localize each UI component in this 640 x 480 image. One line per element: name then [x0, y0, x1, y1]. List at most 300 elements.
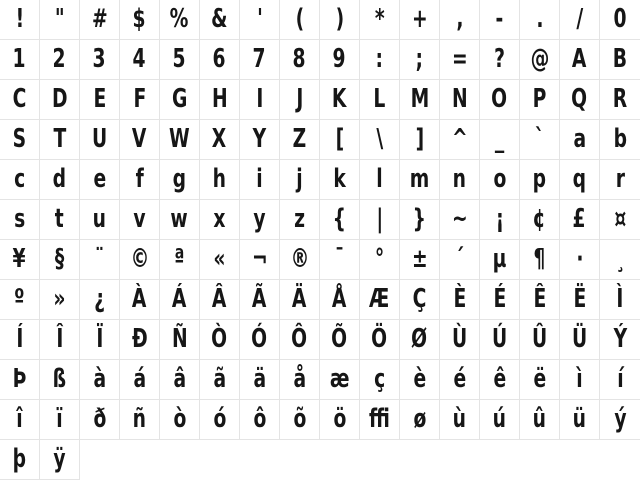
glyph-char: )	[335, 4, 344, 34]
glyph-cell[interactable]	[600, 160, 640, 200]
glyph-cell[interactable]	[560, 120, 600, 160]
glyph-cell[interactable]	[160, 360, 200, 400]
glyph-cell[interactable]	[600, 80, 640, 120]
glyph-cell[interactable]	[280, 0, 320, 40]
glyph-cell[interactable]	[0, 40, 40, 80]
glyph-cell[interactable]	[520, 400, 560, 440]
glyph-cell[interactable]	[520, 280, 560, 320]
glyph-char: %	[170, 4, 189, 34]
glyph-cell[interactable]	[0, 440, 40, 480]
glyph-cell[interactable]	[120, 400, 160, 440]
glyph-cell[interactable]	[200, 200, 240, 240]
empty-cell	[240, 440, 280, 480]
glyph-char: æ	[329, 364, 350, 394]
glyph-cell[interactable]	[40, 120, 80, 160]
glyph-char: 6	[212, 44, 227, 74]
glyph-char: é	[453, 364, 466, 394]
glyph-cell[interactable]	[80, 240, 120, 280]
glyph-char: O	[491, 84, 508, 114]
glyph-cell[interactable]	[40, 160, 80, 200]
glyph-char: u	[92, 204, 107, 234]
glyph-char: /	[576, 4, 583, 34]
glyph-char: K	[332, 84, 347, 114]
glyph-char: ð	[93, 404, 106, 434]
glyph-cell[interactable]	[360, 280, 400, 320]
glyph-cell[interactable]	[160, 400, 200, 440]
glyph-char: ë	[533, 364, 546, 394]
glyph-char: Ö	[371, 324, 388, 354]
glyph-char: Ð	[131, 324, 148, 354]
glyph-cell[interactable]	[440, 0, 480, 40]
glyph-cell[interactable]	[600, 0, 640, 40]
glyph-cell[interactable]	[200, 360, 240, 400]
glyph-cell[interactable]	[480, 240, 520, 280]
glyph-char: G	[171, 84, 188, 114]
glyph-char: =	[451, 44, 468, 74]
glyph-cell[interactable]	[320, 0, 360, 40]
glyph-cell[interactable]	[40, 40, 80, 80]
glyph-cell[interactable]	[400, 160, 440, 200]
glyph-cell[interactable]	[240, 40, 280, 80]
glyph-char: ê	[493, 364, 506, 394]
glyph-cell[interactable]	[80, 40, 120, 80]
glyph-char: 7	[252, 44, 267, 74]
glyph-char: È	[453, 284, 466, 314]
glyph-cell[interactable]	[320, 120, 360, 160]
glyph-cell[interactable]	[200, 40, 240, 80]
glyph-cell[interactable]	[120, 360, 160, 400]
glyph-cell[interactable]	[240, 240, 280, 280]
glyph-char: â	[173, 364, 186, 394]
glyph-cell[interactable]	[600, 360, 640, 400]
glyph-cell[interactable]	[80, 120, 120, 160]
glyph-char: m	[409, 164, 430, 194]
glyph-cell[interactable]	[280, 320, 320, 360]
glyph-char: [	[335, 124, 344, 154]
empty-cell	[480, 440, 520, 480]
glyph-cell[interactable]	[520, 160, 560, 200]
glyph-char: ª	[174, 244, 185, 274]
glyph-cell[interactable]	[600, 120, 640, 160]
glyph-cell[interactable]	[40, 360, 80, 400]
glyph-cell[interactable]	[440, 40, 480, 80]
glyph-cell[interactable]	[520, 0, 560, 40]
glyph-cell[interactable]	[160, 80, 200, 120]
glyph-cell[interactable]	[40, 0, 80, 40]
glyph-cell[interactable]	[480, 0, 520, 40]
glyph-cell[interactable]	[280, 160, 320, 200]
empty-cell	[200, 440, 240, 480]
glyph-char: ò	[173, 404, 186, 434]
glyph-char: S	[12, 124, 27, 154]
glyph-char: +	[411, 4, 428, 34]
glyph-char: Ü	[571, 324, 588, 354]
glyph-cell[interactable]	[160, 200, 200, 240]
glyph-char: 5	[172, 44, 187, 74]
glyph-char: C	[12, 84, 27, 114]
glyph-cell[interactable]	[320, 320, 360, 360]
glyph-cell[interactable]	[240, 320, 280, 360]
glyph-char: ä	[253, 364, 266, 394]
glyph-cell[interactable]	[160, 240, 200, 280]
glyph-cell[interactable]	[360, 360, 400, 400]
glyph-cell[interactable]	[240, 160, 280, 200]
glyph-char: Ì	[616, 284, 624, 314]
glyph-char: R	[612, 84, 628, 114]
glyph-char: Î	[56, 324, 63, 354]
glyph-cell[interactable]	[440, 160, 480, 200]
glyph-char: e	[93, 164, 106, 194]
glyph-cell[interactable]	[400, 0, 440, 40]
glyph-cell[interactable]	[80, 0, 120, 40]
glyph-cell[interactable]	[600, 240, 640, 280]
glyph-char: P	[532, 84, 547, 114]
glyph-cell[interactable]	[120, 40, 160, 80]
glyph-cell[interactable]	[120, 240, 160, 280]
glyph-char: (	[295, 4, 304, 34]
glyph-cell[interactable]	[40, 320, 80, 360]
glyph-char: 9	[332, 44, 347, 74]
glyph-char: x	[213, 204, 226, 234]
glyph-cell[interactable]	[0, 0, 40, 40]
empty-cell	[320, 440, 360, 480]
glyph-char: !	[15, 4, 24, 34]
glyph-char: þ	[12, 444, 27, 474]
glyph-char: ﬃ	[369, 404, 390, 434]
glyph-char: ·	[575, 244, 584, 274]
empty-cell	[360, 440, 400, 480]
glyph-cell[interactable]	[160, 0, 200, 40]
glyph-cell[interactable]	[80, 200, 120, 240]
glyph-cell[interactable]	[440, 120, 480, 160]
glyph-cell[interactable]	[400, 200, 440, 240]
glyph-char: |	[376, 204, 383, 234]
glyph-char: M	[410, 84, 429, 114]
glyph-cell[interactable]	[360, 120, 400, 160]
glyph-cell[interactable]	[0, 400, 40, 440]
glyph-cell[interactable]	[40, 440, 80, 480]
glyph-cell[interactable]	[520, 240, 560, 280]
glyph-cell[interactable]	[520, 360, 560, 400]
glyph-cell[interactable]	[280, 120, 320, 160]
glyph-cell[interactable]	[480, 160, 520, 200]
glyph-char: Õ	[331, 324, 348, 354]
glyph-cell[interactable]	[280, 280, 320, 320]
glyph-char: t	[55, 204, 64, 234]
glyph-cell[interactable]	[400, 120, 440, 160]
glyph-cell[interactable]	[320, 240, 360, 280]
glyph-char: ¶	[533, 244, 546, 274]
glyph-cell[interactable]	[160, 40, 200, 80]
glyph-cell[interactable]	[280, 360, 320, 400]
glyph-char: ì	[576, 364, 583, 394]
glyph-char: s	[13, 204, 26, 234]
empty-cell	[160, 440, 200, 480]
glyph-cell[interactable]	[560, 280, 600, 320]
glyph-cell[interactable]	[560, 240, 600, 280]
glyph-char: Ã	[252, 284, 267, 314]
glyph-cell[interactable]	[600, 320, 640, 360]
glyph-cell[interactable]	[360, 40, 400, 80]
glyph-cell[interactable]	[360, 320, 400, 360]
glyph-cell[interactable]	[0, 200, 40, 240]
glyph-char: k	[333, 164, 346, 194]
glyph-char: ÿ	[53, 444, 66, 474]
glyph-char: a	[573, 124, 586, 154]
glyph-char: Y	[252, 124, 267, 154]
glyph-cell[interactable]	[0, 160, 40, 200]
glyph-cell[interactable]	[200, 280, 240, 320]
glyph-cell[interactable]	[0, 360, 40, 400]
glyph-cell[interactable]	[600, 280, 640, 320]
glyph-cell[interactable]	[560, 160, 600, 200]
glyph-cell[interactable]	[160, 120, 200, 160]
glyph-char: ¯	[334, 244, 345, 274]
glyph-char: N	[451, 84, 468, 114]
glyph-cell[interactable]	[400, 280, 440, 320]
glyph-char: .	[535, 4, 544, 34]
glyph-char: i	[256, 164, 263, 194]
glyph-cell[interactable]	[280, 400, 320, 440]
glyph-cell[interactable]	[560, 40, 600, 80]
glyph-cell[interactable]	[280, 80, 320, 120]
glyph-char: ø	[413, 404, 426, 434]
glyph-char: r	[615, 164, 625, 194]
glyph-cell[interactable]	[600, 400, 640, 440]
glyph-cell[interactable]	[520, 40, 560, 80]
glyph-cell[interactable]	[80, 320, 120, 360]
glyph-char: *	[374, 4, 385, 34]
glyph-cell[interactable]	[480, 320, 520, 360]
glyph-char: §	[54, 244, 65, 274]
glyph-cell[interactable]	[560, 360, 600, 400]
glyph-char: y	[253, 204, 266, 234]
glyph-cell[interactable]	[240, 360, 280, 400]
glyph-cell[interactable]	[200, 0, 240, 40]
glyph-cell[interactable]	[560, 200, 600, 240]
glyph-char: ß	[52, 364, 67, 394]
glyph-char: Q	[571, 84, 588, 114]
glyph-char: ©	[130, 244, 149, 274]
glyph-char: ¢	[532, 204, 547, 234]
glyph-char: Ù	[451, 324, 468, 354]
glyph-char: q	[572, 164, 587, 194]
glyph-cell[interactable]	[360, 0, 400, 40]
glyph-cell[interactable]	[200, 400, 240, 440]
glyph-cell[interactable]	[400, 80, 440, 120]
glyph-cell[interactable]	[0, 120, 40, 160]
glyph-char: Ó	[251, 324, 268, 354]
glyph-cell[interactable]	[240, 0, 280, 40]
glyph-cell[interactable]	[80, 280, 120, 320]
glyph-cell[interactable]	[480, 400, 520, 440]
glyph-cell[interactable]	[440, 240, 480, 280]
glyph-cell[interactable]	[360, 160, 400, 200]
glyph-cell[interactable]	[40, 280, 80, 320]
glyph-cell[interactable]	[240, 80, 280, 120]
glyph-cell[interactable]	[320, 360, 360, 400]
glyph-char: ¤	[614, 204, 626, 234]
glyph-char: á	[133, 364, 146, 394]
glyph-cell[interactable]	[80, 400, 120, 440]
glyph-cell[interactable]	[440, 400, 480, 440]
glyph-cell[interactable]	[160, 320, 200, 360]
glyph-cell[interactable]	[400, 360, 440, 400]
glyph-cell[interactable]	[240, 400, 280, 440]
glyph-cell[interactable]	[600, 40, 640, 80]
glyph-char: à	[93, 364, 106, 394]
glyph-char: n	[452, 164, 467, 194]
glyph-cell[interactable]	[560, 400, 600, 440]
glyph-char: Å	[332, 284, 347, 314]
glyph-cell[interactable]	[320, 80, 360, 120]
glyph-cell[interactable]	[360, 80, 400, 120]
glyph-cell[interactable]	[40, 400, 80, 440]
glyph-char: Ý	[613, 324, 627, 354]
glyph-cell[interactable]	[400, 400, 440, 440]
glyph-char: ]	[415, 124, 424, 154]
glyph-cell[interactable]	[320, 280, 360, 320]
glyph-cell[interactable]	[40, 80, 80, 120]
glyph-char: {	[332, 204, 347, 234]
glyph-cell[interactable]	[280, 40, 320, 80]
glyph-cell[interactable]	[200, 240, 240, 280]
glyph-char: Ï	[96, 324, 103, 354]
glyph-cell[interactable]	[320, 160, 360, 200]
glyph-cell[interactable]	[80, 360, 120, 400]
glyph-char: å	[293, 364, 306, 394]
glyph-cell[interactable]	[200, 120, 240, 160]
glyph-char: ±	[411, 244, 428, 274]
glyph-cell[interactable]	[360, 200, 400, 240]
glyph-cell[interactable]	[120, 80, 160, 120]
glyph-cell[interactable]	[120, 200, 160, 240]
glyph-cell[interactable]	[0, 80, 40, 120]
glyph-char: »	[53, 284, 66, 314]
glyph-char: \	[376, 124, 383, 154]
glyph-cell[interactable]	[120, 280, 160, 320]
glyph-cell[interactable]	[320, 40, 360, 80]
glyph-cell[interactable]	[440, 280, 480, 320]
glyph-cell[interactable]	[520, 320, 560, 360]
glyph-cell[interactable]	[0, 280, 40, 320]
glyph-cell[interactable]	[200, 80, 240, 120]
glyph-char: ?	[494, 44, 505, 74]
glyph-cell[interactable]	[80, 80, 120, 120]
glyph-cell[interactable]	[480, 280, 520, 320]
glyph-char: V	[132, 124, 147, 154]
glyph-cell[interactable]	[320, 200, 360, 240]
glyph-cell[interactable]	[520, 80, 560, 120]
glyph-cell[interactable]	[200, 160, 240, 200]
glyph-cell[interactable]	[240, 200, 280, 240]
glyph-char: j	[296, 164, 303, 194]
empty-cell	[520, 440, 560, 480]
glyph-cell[interactable]	[480, 40, 520, 80]
glyph-cell[interactable]	[600, 200, 640, 240]
glyph-cell[interactable]	[560, 0, 600, 40]
glyph-char: Ò	[211, 324, 228, 354]
glyph-cell[interactable]	[120, 0, 160, 40]
glyph-char: 2	[52, 44, 67, 74]
glyph-cell[interactable]	[560, 80, 600, 120]
glyph-cell[interactable]	[360, 240, 400, 280]
glyph-cell[interactable]	[480, 80, 520, 120]
glyph-char: ü	[572, 404, 587, 434]
glyph-char: 0	[613, 4, 627, 34]
empty-cell	[440, 440, 480, 480]
glyph-cell[interactable]	[80, 160, 120, 200]
glyph-cell[interactable]	[40, 240, 80, 280]
glyph-cell[interactable]	[200, 320, 240, 360]
glyph-char: ´	[454, 244, 465, 274]
glyph-char: F	[133, 84, 146, 114]
glyph-char: Ñ	[171, 324, 188, 354]
glyph-cell[interactable]	[560, 320, 600, 360]
glyph-char: '	[256, 4, 263, 34]
glyph-cell[interactable]	[440, 320, 480, 360]
glyph-char: $	[132, 4, 147, 34]
glyph-char: ¸	[615, 244, 625, 274]
glyph-cell[interactable]	[240, 120, 280, 160]
glyph-cell[interactable]	[440, 80, 480, 120]
glyph-cell[interactable]	[360, 400, 400, 440]
glyph-char: #	[91, 4, 108, 34]
glyph-char: :	[375, 44, 384, 74]
glyph-cell[interactable]	[40, 200, 80, 240]
glyph-cell[interactable]	[400, 240, 440, 280]
glyph-cell[interactable]	[240, 280, 280, 320]
glyph-char: 4	[132, 44, 147, 74]
glyph-char: î	[16, 404, 23, 434]
glyph-cell[interactable]	[440, 200, 480, 240]
glyph-char: -	[495, 4, 504, 34]
glyph-cell[interactable]	[440, 360, 480, 400]
glyph-char: ~	[451, 204, 468, 234]
glyph-cell[interactable]	[120, 320, 160, 360]
glyph-char: É	[493, 284, 506, 314]
glyph-char: f	[135, 164, 144, 194]
glyph-cell[interactable]	[120, 160, 160, 200]
glyph-cell[interactable]	[480, 120, 520, 160]
glyph-char: ¥	[12, 244, 27, 274]
glyph-cell[interactable]	[0, 320, 40, 360]
glyph-char: z	[294, 204, 305, 234]
glyph-cell[interactable]	[480, 200, 520, 240]
glyph-char: ¡	[495, 204, 504, 234]
glyph-char: l	[376, 164, 383, 194]
glyph-cell[interactable]	[400, 320, 440, 360]
glyph-cell[interactable]	[280, 240, 320, 280]
glyph-char: õ	[293, 404, 306, 434]
glyph-cell[interactable]	[320, 400, 360, 440]
glyph-cell[interactable]	[520, 200, 560, 240]
glyph-char: 8	[292, 44, 307, 74]
glyph-char: E	[93, 84, 106, 114]
glyph-cell[interactable]	[120, 120, 160, 160]
glyph-char: Ë	[573, 284, 586, 314]
glyph-char: í	[616, 364, 624, 394]
glyph-cell[interactable]	[280, 200, 320, 240]
glyph-cell[interactable]	[480, 360, 520, 400]
glyph-cell[interactable]	[400, 40, 440, 80]
glyph-cell[interactable]	[0, 240, 40, 280]
glyph-char: Í	[16, 324, 23, 354]
glyph-char: 3	[92, 44, 107, 74]
glyph-cell[interactable]	[160, 160, 200, 200]
glyph-cell[interactable]	[520, 120, 560, 160]
glyph-cell[interactable]	[160, 280, 200, 320]
